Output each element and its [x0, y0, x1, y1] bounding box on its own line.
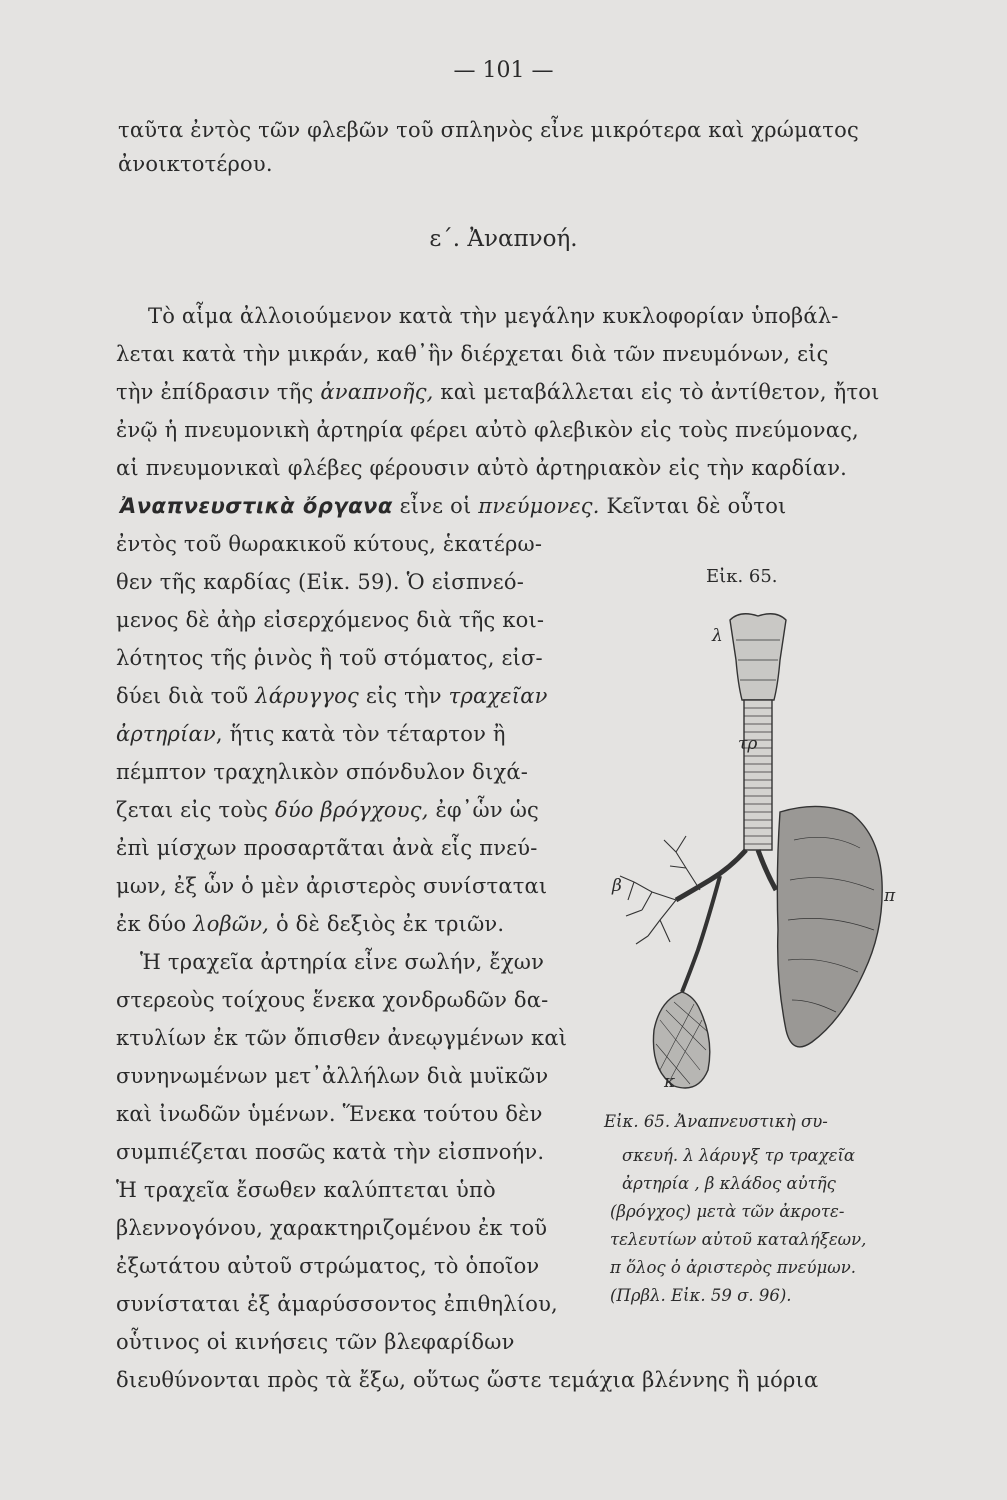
paragraph-line: πέμπτον τραχηλικὸν σπόνδυλον διχά- [116, 760, 529, 784]
figure-caption-line: (βρόγχος) μετὰ τῶν ἀκροτε- [610, 1202, 845, 1221]
paragraph-line: μενος δὲ ἀὴρ εἰσερχόμενος διὰ τῆς κοι- [116, 608, 545, 632]
trachea-drawing [744, 700, 772, 850]
paragraph-line: κτυλίων ἐκ τῶν ὄπισθεν ἀνεῳγμένων καὶ [116, 1026, 568, 1050]
paragraph-line: Ἀναπνευστικὰ ὄργανα εἶνε οἱ πνεύμονες. Κεῖνται δὲ οὗτοι [120, 494, 787, 518]
paragraph-line: οὗτινος οἱ κινήσεις τῶν βλεφαρίδων [116, 1330, 515, 1354]
bold-heading: Ἀναπνευστικὰ ὄργανα [120, 494, 393, 518]
label-larynx: λ [712, 626, 723, 646]
intro-line: ταῦτα ἐντὸς τῶν φλεβῶν τοῦ σπληνὸς εἶνε μικρότερα καὶ χρώματος [118, 118, 859, 142]
bronchus-drawing [676, 850, 746, 900]
paragraph-line: ἐνῷ ἡ πνευμονικὴ ἀρτηρία φέρει αὐτὸ φλεβικὸν εἰς τοὺς πνεύμονας, [116, 418, 859, 442]
label-trachea: τρ [738, 734, 758, 754]
figure-caption-line: ἀρτηρία , β κλάδος αὐτῆς [622, 1174, 836, 1193]
label-branches: κ [664, 1072, 676, 1092]
paragraph-line: βλεννογόνου, χαρακτηριζομένου ἐκ τοῦ [116, 1216, 548, 1240]
larynx-drawing [730, 614, 786, 700]
paragraph-line: ζεται εἰς τοὺς δύο βρόγχους, ἐφ᾽ὧν ὡς [116, 798, 539, 822]
paragraph-line: τὴν ἐπίδρασιν τῆς ἀναπνοῆς, καὶ μεταβάλλεται εἰς τὸ ἀντίθετον, ἤτοι [116, 380, 880, 404]
paragraph-line: ἐπὶ μίσχων προσαρτᾶται ἀνὰ εἷς πνεύ- [116, 836, 538, 860]
figure-caption-line: Εἰκ. 65. Ἀναπνευστικὴ συ- [604, 1112, 828, 1131]
figure-caption-line: (Πρβλ. Εἰκ. 59 σ. 96). [610, 1286, 792, 1305]
paragraph-line: ἀρτηρίαν, ἥτις κατὰ τὸν τέταρτον ἢ [116, 722, 506, 746]
section-heading: ε΄. Ἀναπνοή. [429, 226, 578, 252]
paragraph-line: μων, ἐξ ὧν ὁ μὲν ἀριστερὸς συνίσταται [116, 874, 548, 898]
lung-drawing [777, 806, 882, 1046]
respiratory-apparatus-illustration [590, 600, 920, 1100]
paragraph-line: λεται κατὰ τὴν μικράν, καθ᾽ἣν διέρχεται διὰ τῶν πνευμόνων, εἰς [116, 342, 829, 366]
figure-caption-line: τελευτίων αὐτοῦ καταλήξεων, [610, 1230, 867, 1249]
paragraph-line: δύει διὰ τοῦ λάρυγγος εἰς τὴν τραχεῖαν [116, 684, 548, 708]
figure-caption-line: σκευή. λ λάρυγξ τρ τραχεῖα [622, 1146, 856, 1165]
paragraph-line: ἐντὸς τοῦ θωρακικοῦ κύτους, ἑκατέρω- [116, 532, 543, 556]
paragraph-line: ἐξωτάτου αὐτοῦ στρώματος, τὸ ὁποῖον [116, 1254, 540, 1278]
paragraph-line: Ἡ τραχεῖα ἔσωθεν καλύπτεται ὑπὸ [116, 1178, 496, 1202]
paragraph-line: συμπιέζεται ποσῶς κατὰ τὴν εἰσπνοήν. [116, 1140, 545, 1164]
page-number: — 101 — [453, 58, 554, 83]
paragraph-line: στερεοὺς τοίχους ἕνεκα χονδρωδῶν δα- [116, 988, 549, 1012]
intro-line: ἀνοικτοτέρου. [118, 152, 273, 176]
figure-caption-line: π ὅλος ὁ ἀριστερὸς πνεύμων. [610, 1258, 856, 1277]
label-lung: π [884, 886, 896, 906]
paragraph-line: διευθύνονται πρὸς τὰ ἔξω, οὕτως ὥστε τεμάχια βλέννης ἢ μόρια [116, 1368, 819, 1392]
paragraph-line: συνηνωμένων μετ᾽ἀλλήλων διὰ μυϊκῶν [116, 1064, 549, 1088]
paragraph-line: Τὸ αἷμα ἀλλοιούμενον κατὰ τὴν μεγάλην κυκλοφορίαν ὑποβάλ- [148, 304, 839, 328]
paragraph-line: συνίσταται ἐξ ἀμαρύσσοντος ἐπιθηλίου, [116, 1292, 558, 1316]
paragraph-line: θεν τῆς καρδίας (Εἰκ. 59). Ὁ εἰσπνεό- [116, 570, 524, 594]
label-bronchus: β [612, 876, 622, 896]
paragraph-line: ἐκ δύο λοβῶν, ὁ δὲ δεξιὸς ἐκ τριῶν. [116, 912, 505, 936]
paragraph-line: λότητος τῆς ῥινὸς ἢ τοῦ στόματος, εἰσ- [116, 646, 543, 670]
figure-label: Εἰκ. 65. [706, 566, 778, 587]
paragraph-line: αἱ πνευμονικαὶ φλέβες φέρουσιν αὐτὸ ἀρτηριακὸν εἰς τὴν καρδίαν. [116, 456, 848, 480]
paragraph-line: καὶ ἰνωδῶν ὑμένων. Ἕνεκα τούτου δὲν [116, 1102, 543, 1126]
alveolar-cluster [653, 992, 709, 1088]
paragraph-line: Ἡ τραχεῖα ἀρτηρία εἶνε σωλήν, ἔχων [140, 950, 545, 974]
